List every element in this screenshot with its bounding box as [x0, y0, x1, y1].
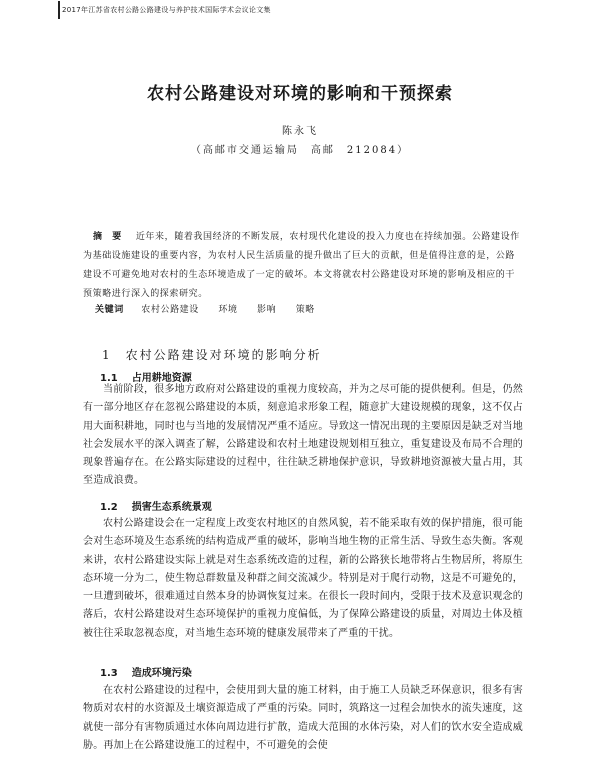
subsection-title: 占用耕地资源: [131, 373, 192, 384]
section-title: 农村公路建设对环境的影响分析: [125, 348, 322, 362]
keyword: 农村公路建设: [141, 305, 199, 315]
paper-title: 农村公路建设对环境的影响和干预探索: [147, 84, 453, 104]
keyword: 环境: [218, 305, 238, 315]
section-heading: [102, 346, 322, 363]
author-name: 陈永飞: [282, 126, 318, 137]
subsection-heading: [100, 498, 212, 513]
author-affiliation: （高邮市交通运输局 高邮 212084）: [190, 145, 410, 156]
keyword: 策略: [295, 305, 315, 315]
abstract-text: 近年来，随着我国经济的不断发展，农村现代化建设的投入力度也在持续加强。公路建设作为基础设施建设的重要内容，为农村人民生活质量的提升做出了巨大的贡献，但是值得注意的是，公路建设不可避免地对农村的生态环境造成了一定的破坏。本文将就农村公路建设对环境的影响及相应的干预策略进行深入的探索研究。: [83, 232, 520, 299]
subsection-number: 1.3: [100, 668, 118, 679]
body-paragraph: 农村公路建设会在一定程度上改变农村地区的自然风貌，若不能采取有效的保护措施，很可能会对生态环境及生态系统的结构造成严重的破坏，影响当地生物的正常生活、导致生态失衡。客观来讲，农村公路建设实际上就是对生态系统改造的过程，新的公路狭长地带将占生物居所，将原生态环境一分为二，使生物总群数量及种群之间交流减少。特别是对于爬行动物，这是不可避免的，一旦遭到破坏，很难通过自然本身的协调恢复过来。在很长一段时间内，受限于技术及意识观念的落后，农村公路建设对生态环境保护的重视力度偏低，为了保障公路建设的质量，对周边土体及植被往往采取忽视态度，对当地生态环境的健康发展带来了严重的干扰。: [83, 518, 523, 639]
section-number: 1: [102, 348, 112, 362]
running-head: 2017年江苏省农村公路公路建设与养护技术国际学术会议论文集: [62, 6, 271, 14]
subsection-title: 损害生态系统景观: [131, 502, 212, 513]
body-paragraph: 在农村公路建设的过程中，会使用到大量的施工材料，由于施工人员缺乏环保意识，很多有害物质对农村的水资源及土壤资源造成了严重的污染。同时，筑路这一过程会加快水的流失速度，这就使一部分有害物质通过水体向周边进行扩散，造成大范围的水体污染，对人们的饮水安全造成威胁。再加上在公路建设施工的过程中，不可避免的会使: [83, 685, 523, 751]
running-head-rule: [58, 1, 60, 19]
abstract-label: 摘 要: [93, 232, 122, 242]
subsection-heading: [100, 664, 192, 679]
subsection-number: 1.2: [100, 502, 118, 513]
abstract: [83, 228, 523, 304]
keywords: [95, 302, 331, 315]
subsection-title: 造成环境污染: [131, 668, 192, 679]
subsection-number: 1.1: [100, 373, 118, 384]
keyword: 影响: [257, 305, 277, 315]
body-paragraph: 当前阶段，很多地方政府对公路建设的重视力度较高，并为之尽可能的提供便利。但是，仍然有一部分地区存在忽视公路建设的本质，刻意追求形象工程，随意扩大建设规模的现象，这不仅占用大面积耕地，同时也与当地的发展情况严重不适应。导致这一情况出现的主要原因是缺乏对当地社会发展水平的深入调查了解，公路建设和农村土地建设规划相互独立，重复建设及布局不合理的现象普遍存在。在公路实际建设的过程中，往往缺乏耕地保护意识，导致耕地资源被大量占用，其至造成浪费。: [83, 384, 523, 487]
keywords-label: 关键词: [95, 305, 124, 315]
